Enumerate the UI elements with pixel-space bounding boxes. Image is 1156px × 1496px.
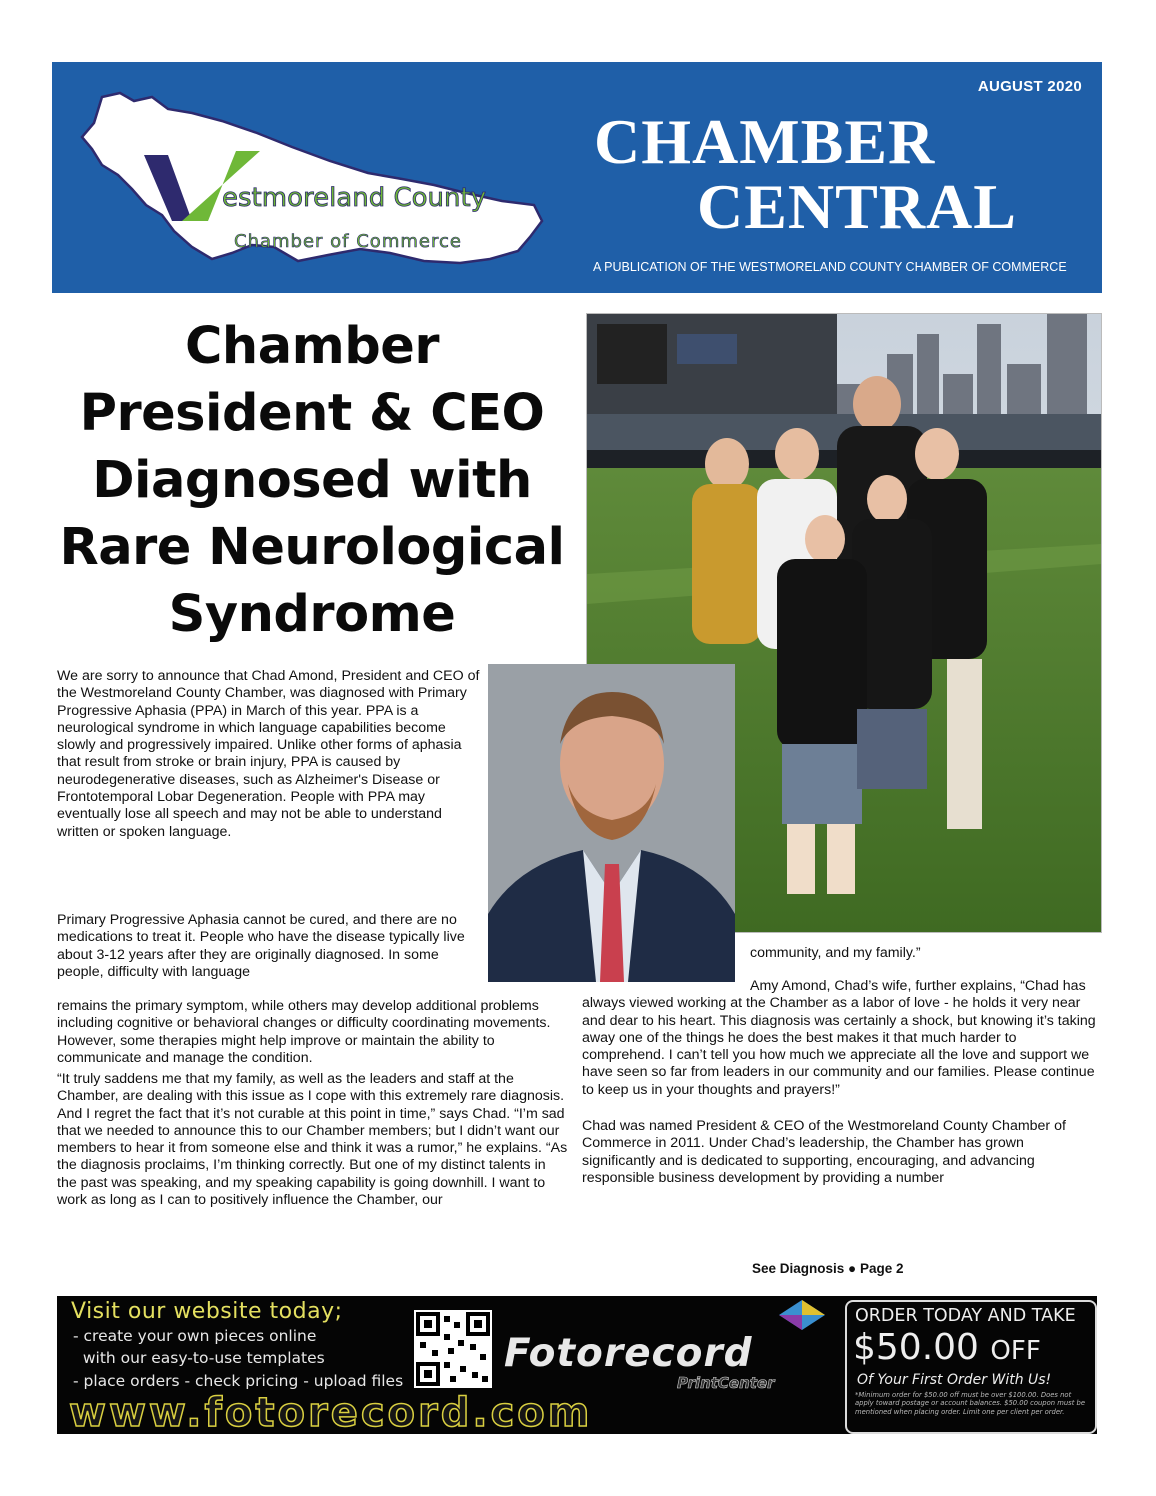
ad-website-url[interactable]: www.fotorecord.com	[69, 1390, 593, 1434]
offer-fine-print: *Minimum order for $50.00 off must be over $100.00. Does not apply toward postage or account balances. $50.00 coupon must be mentioned when placing order. Limit one per client per order.	[855, 1391, 1086, 1416]
headline-line: Diagnosed with	[92, 451, 532, 510]
headline-line: Chamber	[184, 317, 440, 376]
offer-amount	[853, 1326, 1041, 1373]
ad-brand-subtitle: PrintCenter	[677, 1374, 775, 1392]
publication-title-line1: CHAMBER	[594, 106, 936, 177]
ad-offer-box	[845, 1300, 1097, 1434]
offer-amount-value: $50.00	[853, 1327, 979, 1368]
article-paragraph-2b: remains the primary symptom, while others may develop additional problems including cognitive or behavioral changes or difficulty coordinating movements. However, some therapies might help improve or maintain the ability to communicate and manage the condition.	[57, 998, 551, 1066]
offer-line: Of Your First Order With Us!	[857, 1372, 1052, 1388]
offer-off-label: OFF	[990, 1336, 1041, 1366]
logo-text-county: estmoreland County	[222, 183, 487, 213]
qr-code-icon[interactable]	[414, 1310, 492, 1388]
ad-bullet: with our easy-to-use templates	[73, 1349, 325, 1367]
ceo-portrait	[488, 664, 735, 982]
publication-subtitle: A PUBLICATION OF THE WESTMORELAND COUNTY CHAMBER OF COMMERCE	[593, 260, 1067, 274]
article-paragraph-4b: Amy Amond, Chad’s wife, further explains, “Chad has always viewed working at the Chamber as a labor of love - he holds it very near and dear to his heart. This diagnosis was certainly a shock, but knowing it’s taking away one of the things he does the best makes it that much harder to comprehend. I can’t tell you how much we appreciate all the love and support we have seen so far from leaders in our community and our families. Please continue to keep us in your thoughts and prayers!”	[582, 978, 1096, 1098]
headline-line: Rare Neurological	[59, 518, 565, 577]
article-paragraph-5: Chad was named President & CEO of the Westmoreland County Chamber of Commerce in 2011. Under Chad’s leadership, the Chamber has grown significantly and is dedicated to supporting, encouraging, and advancing responsible business development by providing a number	[582, 1118, 1066, 1186]
chamber-logo	[72, 87, 552, 277]
portrait-illustration	[488, 664, 735, 982]
ad-headline: Visit our website today;	[71, 1299, 343, 1324]
article-paragraph-2a: Primary Progressive Aphasia cannot be cured, and there are no medications to treat it. People who have the disease typically live about 3-12 years after they are originally diagnosed. In some people, difficulty with language	[57, 912, 465, 980]
issue-date: AUGUST 2020	[977, 78, 1082, 95]
ad-bullet: - create your own pieces online	[73, 1327, 317, 1345]
article-paragraph-3: “It truly saddens me that my family, as well as the leaders and staff at the Chamber, are dealing with this issue as I cope with this extremely rare diagnosis. And I regret the fact that it’s not curable at this point in time,” says Chad. “I’m sad that we needed to announce this to our Chamber members; but I didn’t want our members to hear it from someone else and think it was a rumor,” he explains. “As the diagnosis proclaims, I’m thinking correctly. But one of my distinct talents in the past was speaking, and my speaking capability is going downhill. I want to work as long as I can to positively influence the Chamber, our	[57, 1071, 568, 1209]
headline-line: President & CEO	[79, 384, 545, 443]
article-paragraph-1: We are sorry to announce that Chad Amond, President and CEO of the Westmoreland County Chamber, was diagnosed with Primary Progressive Aphasia (PPA) in March of this year. PPA is a neurological syndrome in which language capabilities become slowly and progressively impaired. Unlike other forms of aphasia that result from stroke or brain injury, PPA is caused by neurodegenerative diseases, such as Alzheimer's Disease or Frontotemporal Lobar Degeneration. People with PPA may eventually lose all speech and may not be able to understand written or spoken language.	[57, 668, 480, 840]
fotorecord-advertisement[interactable]	[57, 1296, 1097, 1434]
publication-title-line2: CENTRAL	[697, 171, 1017, 242]
headline-line: Syndrome	[168, 585, 456, 644]
ad-brand-name: Fotorecord	[504, 1331, 753, 1376]
logo-text-chamber: Chamber of Commerce	[234, 231, 462, 252]
article-paragraph-4a: community, and my family.”	[750, 945, 921, 961]
fotorecord-logo-icon	[777, 1298, 827, 1332]
continued-on-page-link[interactable]: See Diagnosis ● Page 2	[752, 1261, 904, 1276]
offer-line: ORDER TODAY AND TAKE	[855, 1306, 1076, 1326]
masthead	[52, 62, 1102, 293]
ad-bullet: - place orders - check pricing - upload files	[73, 1372, 404, 1390]
article-headline	[52, 313, 572, 648]
